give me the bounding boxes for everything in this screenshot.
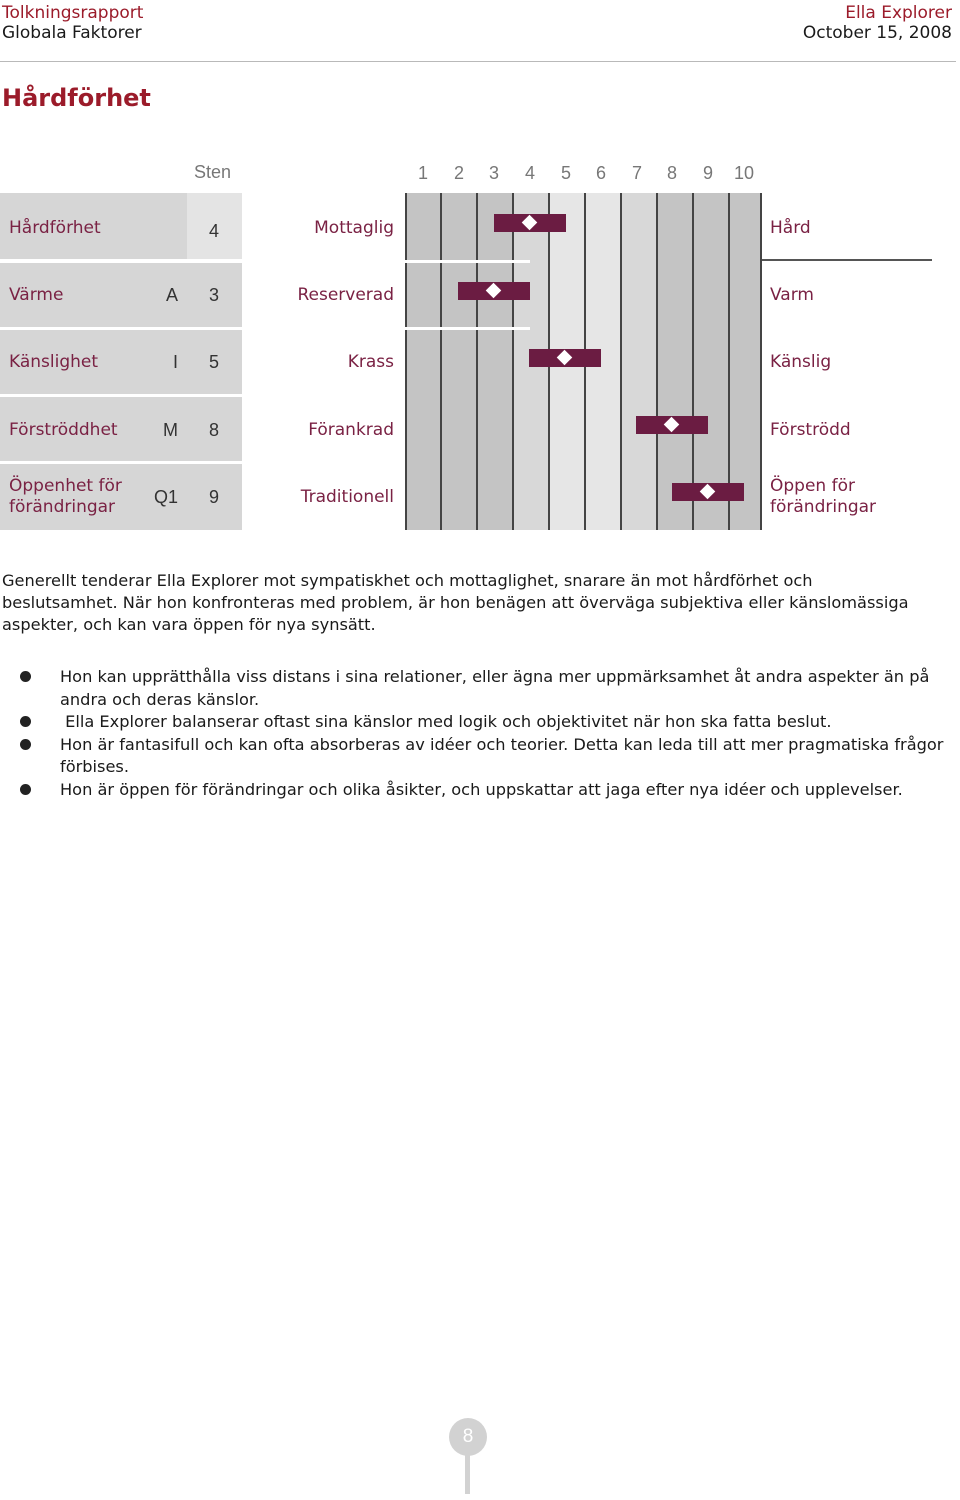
list-item <box>0 711 950 734</box>
high-pole-label: Känslig <box>770 352 832 372</box>
scale-number: 4 <box>524 163 535 183</box>
list-item <box>0 666 950 711</box>
factor-letter: Q1 <box>153 487 178 507</box>
bullet-list <box>0 666 950 801</box>
row-separator <box>0 327 530 330</box>
sten-value: 9 <box>209 487 220 507</box>
factor-letter: M <box>163 420 178 440</box>
page-number: 8 <box>449 1418 487 1456</box>
high-pole-label: Öppen för förändringar <box>770 476 877 517</box>
diamond-icon <box>557 350 573 366</box>
factor-letter: I <box>172 352 178 372</box>
scale-number: 3 <box>488 163 499 183</box>
scale-number: 9 <box>702 163 713 183</box>
bullet-icon <box>20 784 31 795</box>
score-marker <box>458 282 530 300</box>
header-divider <box>0 61 956 62</box>
diamond-icon <box>522 215 538 231</box>
diamond-icon <box>700 484 716 500</box>
page-number-stem <box>465 1452 470 1494</box>
list-item-text: Hon är öppen för förändringar och olika åsikter, och uppskattar att jaga efter nya idéer och upplevelser. <box>60 779 903 799</box>
factor-label: Känslighet <box>9 352 99 372</box>
low-pole-label: Mottaglig <box>314 218 394 238</box>
list-item-text: Ella Explorer balanserar oftast sina känslor med logik och objektivitet när hon ska fatta beslut. <box>60 712 832 731</box>
bullet-icon <box>20 671 31 682</box>
report-date: October 15, 2008 <box>802 23 952 43</box>
sten-value: 4 <box>209 221 220 241</box>
scale-number: 8 <box>666 163 677 183</box>
report-title: Tolkningsrapport <box>2 3 144 23</box>
list-item <box>0 734 950 779</box>
factor-label: Värme <box>9 285 64 305</box>
section-title: Globala Faktorer <box>2 23 142 43</box>
score-marker <box>529 349 601 367</box>
factor-label: Hårdförhet <box>9 218 101 238</box>
low-pole-label: Reserverad <box>297 285 394 305</box>
diamond-icon <box>486 283 502 299</box>
list-item-text: Hon är fantasifull och kan ofta absorberas av idéer och teorier. Detta kan leda till att mer pragmatiska frågor förbises. <box>60 734 944 776</box>
row-separator <box>0 394 242 397</box>
scale-number: 1 <box>417 163 428 183</box>
factor-letter: A <box>165 285 178 305</box>
page-title: Hårdförhet <box>2 84 151 112</box>
low-pole-label: Traditionell <box>300 487 394 507</box>
score-marker <box>672 483 744 501</box>
scale-number: 7 <box>631 163 642 183</box>
low-pole-label: Krass <box>347 352 394 372</box>
score-marker <box>636 416 708 434</box>
sten-value: 3 <box>209 285 220 305</box>
sten-value: 5 <box>209 352 220 372</box>
list-item-text: Hon kan upprätthålla viss distans i sina relationer, eller ägna mer uppmärksamhet åt andra aspekter än på andra och deras känslor. <box>60 667 930 709</box>
factor-label: Förströddhet <box>9 420 118 440</box>
scale-number: 10 <box>733 163 755 183</box>
high-pole-label: Hård <box>770 218 811 238</box>
bullet-icon <box>20 716 31 727</box>
factor-label: Öppenhet för förändringar <box>9 476 122 517</box>
summary-paragraph: Generellt tenderar Ella Explorer mot sympatiskhet och mottaglighet, snarare än mot hårdförhet och beslutsamhet. När hon konfronteras med problem, är hon benägen att överväga subjektiva eller känslomässiga aspekter, och kan vara öppen för nya synsätt. <box>2 571 909 634</box>
score-marker <box>494 214 566 232</box>
bullet-icon <box>20 739 31 750</box>
diamond-icon <box>664 417 680 433</box>
scale-number: 5 <box>560 163 571 183</box>
sten-value: 8 <box>209 420 220 440</box>
sten-header: Sten <box>194 162 232 182</box>
row-separator <box>0 260 530 263</box>
scale-number: 2 <box>453 163 464 183</box>
person-name: Ella Explorer <box>845 3 952 23</box>
row-separator <box>0 461 242 464</box>
scale-number: 6 <box>595 163 606 183</box>
high-pole-label: Förströdd <box>770 420 851 440</box>
low-pole-label: Förankrad <box>308 420 394 440</box>
list-item <box>0 779 950 802</box>
row-separator-right <box>762 259 932 261</box>
high-pole-label: Varm <box>770 285 814 305</box>
